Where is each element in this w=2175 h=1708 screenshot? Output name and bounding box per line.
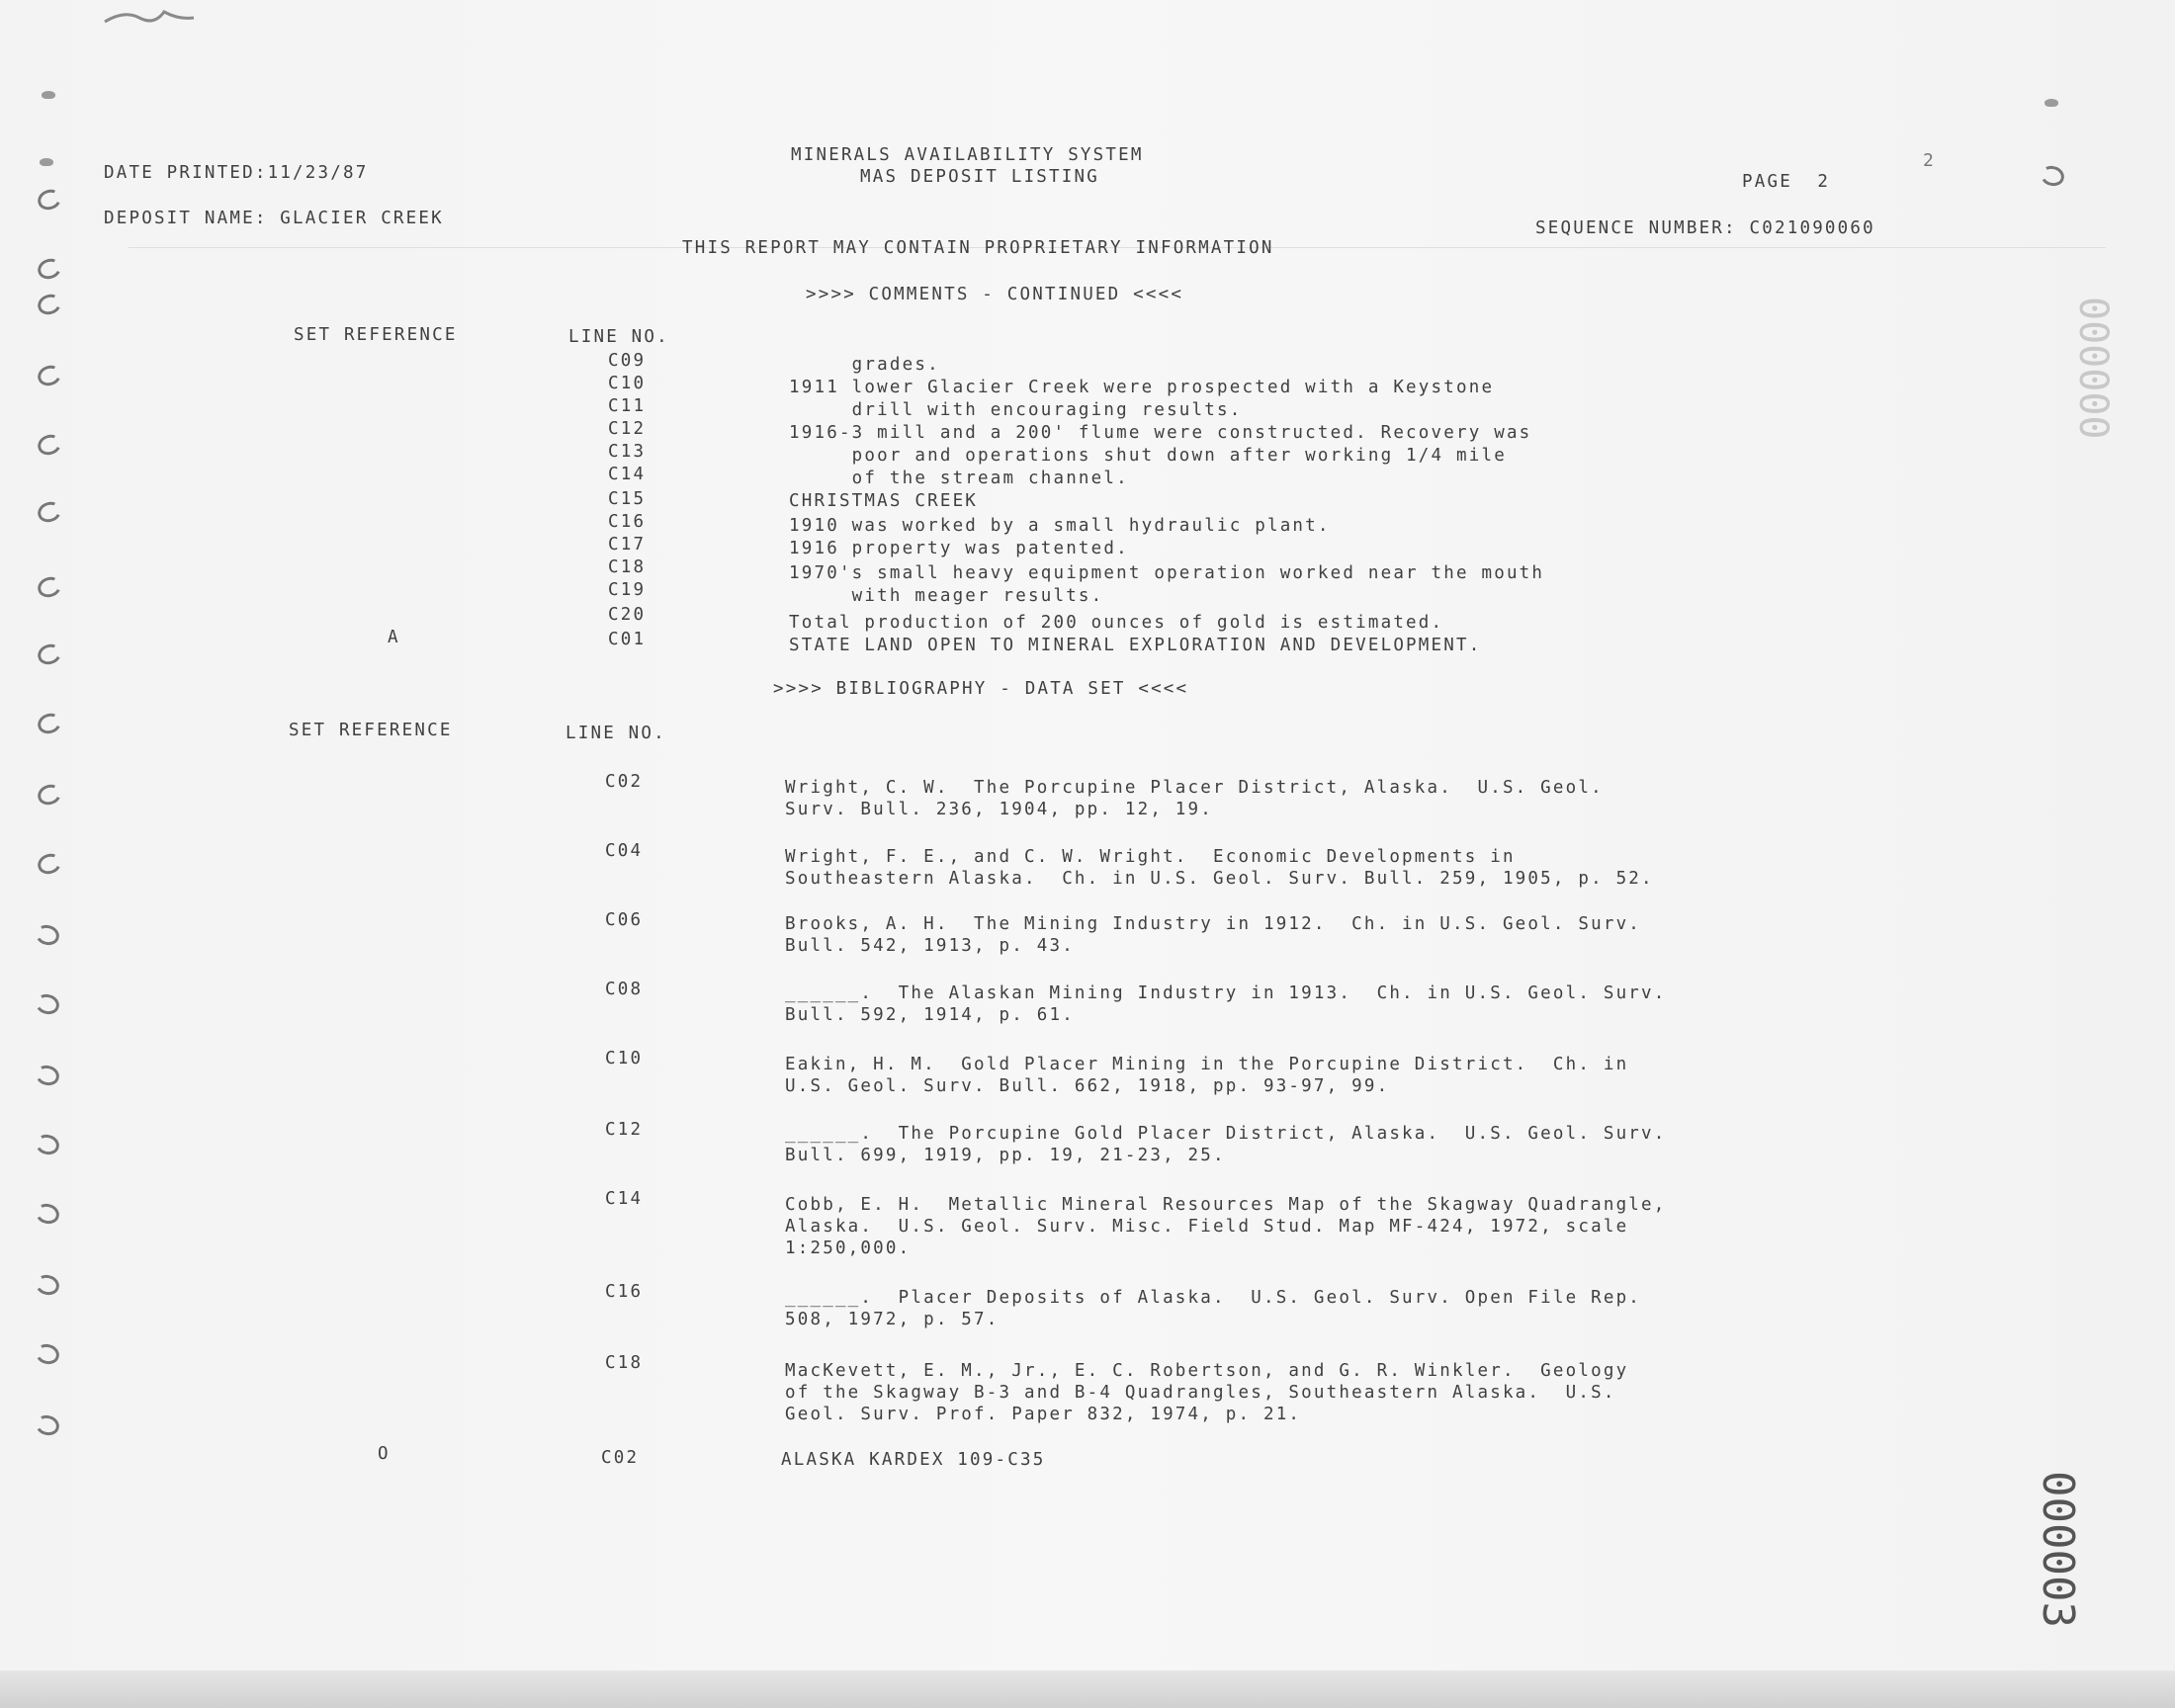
date-printed: DATE PRINTED:11/23/87: [104, 163, 369, 183]
comment-line-no: C09: [608, 351, 647, 371]
feed-hole: [35, 255, 63, 282]
bibliography-section-title: >>>> BIBLIOGRAPHY - DATA SET <<<<: [773, 679, 1189, 699]
bib-text-line: Cobb, E. H. Metallic Mineral Resources Map of the Skagway Quadrangle,: [785, 1195, 1667, 1215]
bib-text-line: of the Skagway B-3 and B-4 Quadrangles, Southeastern Alaska. U.S.: [785, 1383, 1616, 1403]
bib-line-no: C02: [605, 772, 644, 792]
bib-line-no: C12: [605, 1120, 644, 1140]
bib-set-reference: O: [378, 1444, 391, 1464]
page-bottom-edge: [0, 1670, 2175, 1708]
comments-col-line-no: LINE NO.: [568, 327, 669, 347]
bib-text-line: Bull. 542, 1913, p. 43.: [785, 936, 1075, 956]
faint-stamp-number: 000000: [2070, 297, 2116, 440]
comment-line-no: C20: [608, 605, 647, 625]
deposit-name: DEPOSIT NAME: GLACIER CREEK: [104, 209, 444, 228]
bib-text-line: Bull. 699, 1919, pp. 19, 21-23, 25.: [785, 1146, 1226, 1165]
feed-hole: [35, 362, 63, 388]
comment-line-no: C15: [608, 489, 647, 509]
bib-line-no: C18: [605, 1353, 644, 1373]
bib-text-line: Surv. Bull. 236, 1904, pp. 12, 19.: [785, 800, 1214, 819]
bib-line-no: C06: [605, 910, 644, 930]
comment-text: Total production of 200 ounces of gold is estimated.: [789, 613, 1444, 633]
comment-line-no: C18: [608, 557, 647, 577]
pen-scribble: [85, 0, 223, 40]
system-title: MINERALS AVAILABILITY SYSTEM: [791, 145, 1144, 165]
comment-text: grades.: [789, 355, 940, 375]
comment-line-no: C19: [608, 580, 647, 600]
feed-hole: [34, 922, 61, 948]
comment-line-no: C17: [608, 535, 647, 555]
feed-hole: [35, 573, 63, 600]
bib-line-no: C10: [605, 1049, 644, 1068]
bib-text-line: Southeastern Alaska. Ch. in U.S. Geol. Surv. Bull. 259, 1905, p. 52.: [785, 869, 1654, 889]
feed-hole: [35, 431, 63, 458]
bib-text-line: ______. Placer Deposits of Alaska. U.S. Geol. Surv. Open File Rep.: [785, 1288, 1642, 1308]
bibliography-col-set-reference: SET REFERENCE: [289, 721, 453, 740]
bib-text-line: Bull. 592, 1914, p. 61.: [785, 1005, 1075, 1025]
comment-line-no: C01: [608, 630, 647, 649]
bib-text-line: ______. The Alaskan Mining Industry in 1913. Ch. in U.S. Geol. Surv.: [785, 983, 1667, 1003]
comment-line-no: C16: [608, 512, 647, 532]
bib-text-line: Wright, F. E., and C. W. Wright. Economic Developments in: [785, 847, 1516, 867]
comments-col-set-reference: SET REFERENCE: [294, 325, 458, 345]
bib-line-no: C14: [605, 1189, 644, 1209]
feed-hole: [34, 1201, 61, 1227]
comment-text: of the stream channel.: [789, 469, 1129, 488]
comment-text: with meager results.: [789, 586, 1104, 606]
comment-text: drill with encouraging results.: [789, 400, 1243, 420]
feed-hole: [35, 640, 63, 667]
sequence-number: SEQUENCE NUMBER: C021090060: [1535, 218, 1875, 238]
feed-hole: [35, 781, 63, 808]
comment-text: 1911 lower Glacier Creek were prospected with a Keystone: [789, 378, 1495, 397]
bib-line-no: C04: [605, 841, 644, 861]
bib-text-line: Eakin, H. M. Gold Placer Mining in the Porcupine District. Ch. in: [785, 1055, 1629, 1074]
bib-text-line: U.S. Geol. Surv. Bull. 662, 1918, pp. 93-97, 99.: [785, 1076, 1390, 1096]
feed-hole: [34, 1412, 61, 1438]
feed-hole: [35, 850, 63, 877]
listing-title: MAS DEPOSIT LISTING: [860, 167, 1099, 187]
bib-text-line: 1:250,000.: [785, 1238, 912, 1258]
feed-hole: [34, 1272, 61, 1298]
bib-text-line: Wright, C. W. The Porcupine Placer District, Alaska. U.S. Geol.: [785, 778, 1604, 798]
bib-text-line: ALASKA KARDEX 109-C35: [781, 1450, 1046, 1470]
feed-hole: [35, 710, 63, 736]
comment-line-no: C14: [608, 465, 647, 484]
stamp-number: 000003: [2033, 1471, 2083, 1628]
bib-line-no: C02: [601, 1448, 640, 1468]
comment-line-no: C11: [608, 396, 647, 416]
bib-text-line: 508, 1972, p. 57.: [785, 1310, 1000, 1329]
bib-line-no: C16: [605, 1282, 644, 1302]
comment-text: 1916 property was patented.: [789, 539, 1129, 558]
feed-hole: [35, 291, 63, 317]
page-number: PAGE 2: [1742, 172, 1831, 192]
handwritten-page-number: 2: [1923, 150, 1934, 171]
comment-text: 1910 was worked by a small hydraulic plant.: [789, 516, 1331, 536]
bib-text-line: Geol. Surv. Prof. Paper 832, 1974, p. 21.: [785, 1405, 1302, 1424]
bib-text-line: MacKevett, E. M., Jr., E. C. Robertson, and G. R. Winkler. Geology: [785, 1361, 1629, 1381]
comment-text: 1970's small heavy equipment operation worked near the mouth: [789, 563, 1545, 583]
bib-text-line: Alaska. U.S. Geol. Surv. Misc. Field Stud. Map MF-424, 1972, scale: [785, 1217, 1629, 1237]
comment-set-reference: A: [388, 628, 400, 647]
feed-mark: [40, 158, 53, 166]
bib-text-line: ______. The Porcupine Gold Placer District, Alaska. U.S. Geol. Surv.: [785, 1124, 1667, 1144]
feed-hole: [34, 991, 61, 1017]
comment-text: STATE LAND OPEN TO MINERAL EXPLORATION AND DEVELOPMENT.: [789, 636, 1482, 655]
comment-text: poor and operations shut down after working 1/4 mile: [789, 446, 1507, 466]
proprietary-notice: THIS REPORT MAY CONTAIN PROPRIETARY INFORMATION: [682, 238, 1274, 258]
comment-line-no: C10: [608, 374, 647, 393]
comments-section-title: >>>> COMMENTS - CONTINUED <<<<: [806, 285, 1184, 304]
feed-hole: [35, 186, 63, 213]
feed-mark: [42, 91, 55, 99]
feed-hole: [34, 1341, 61, 1367]
feed-hole: [2039, 163, 2066, 189]
feed-hole: [34, 1132, 61, 1157]
comment-text: 1916-3 mill and a 200' flume were constructed. Recovery was: [789, 423, 1532, 443]
feed-mark: [2044, 99, 2058, 107]
comment-line-no: C13: [608, 442, 647, 462]
bib-line-no: C08: [605, 980, 644, 999]
comment-line-no: C12: [608, 419, 647, 439]
comment-text: CHRISTMAS CREEK: [789, 491, 979, 511]
bibliography-col-line-no: LINE NO.: [566, 724, 666, 743]
feed-hole: [34, 1063, 61, 1088]
bib-text-line: Brooks, A. H. The Mining Industry in 1912. Ch. in U.S. Geol. Surv.: [785, 914, 1642, 934]
feed-hole: [35, 498, 63, 525]
